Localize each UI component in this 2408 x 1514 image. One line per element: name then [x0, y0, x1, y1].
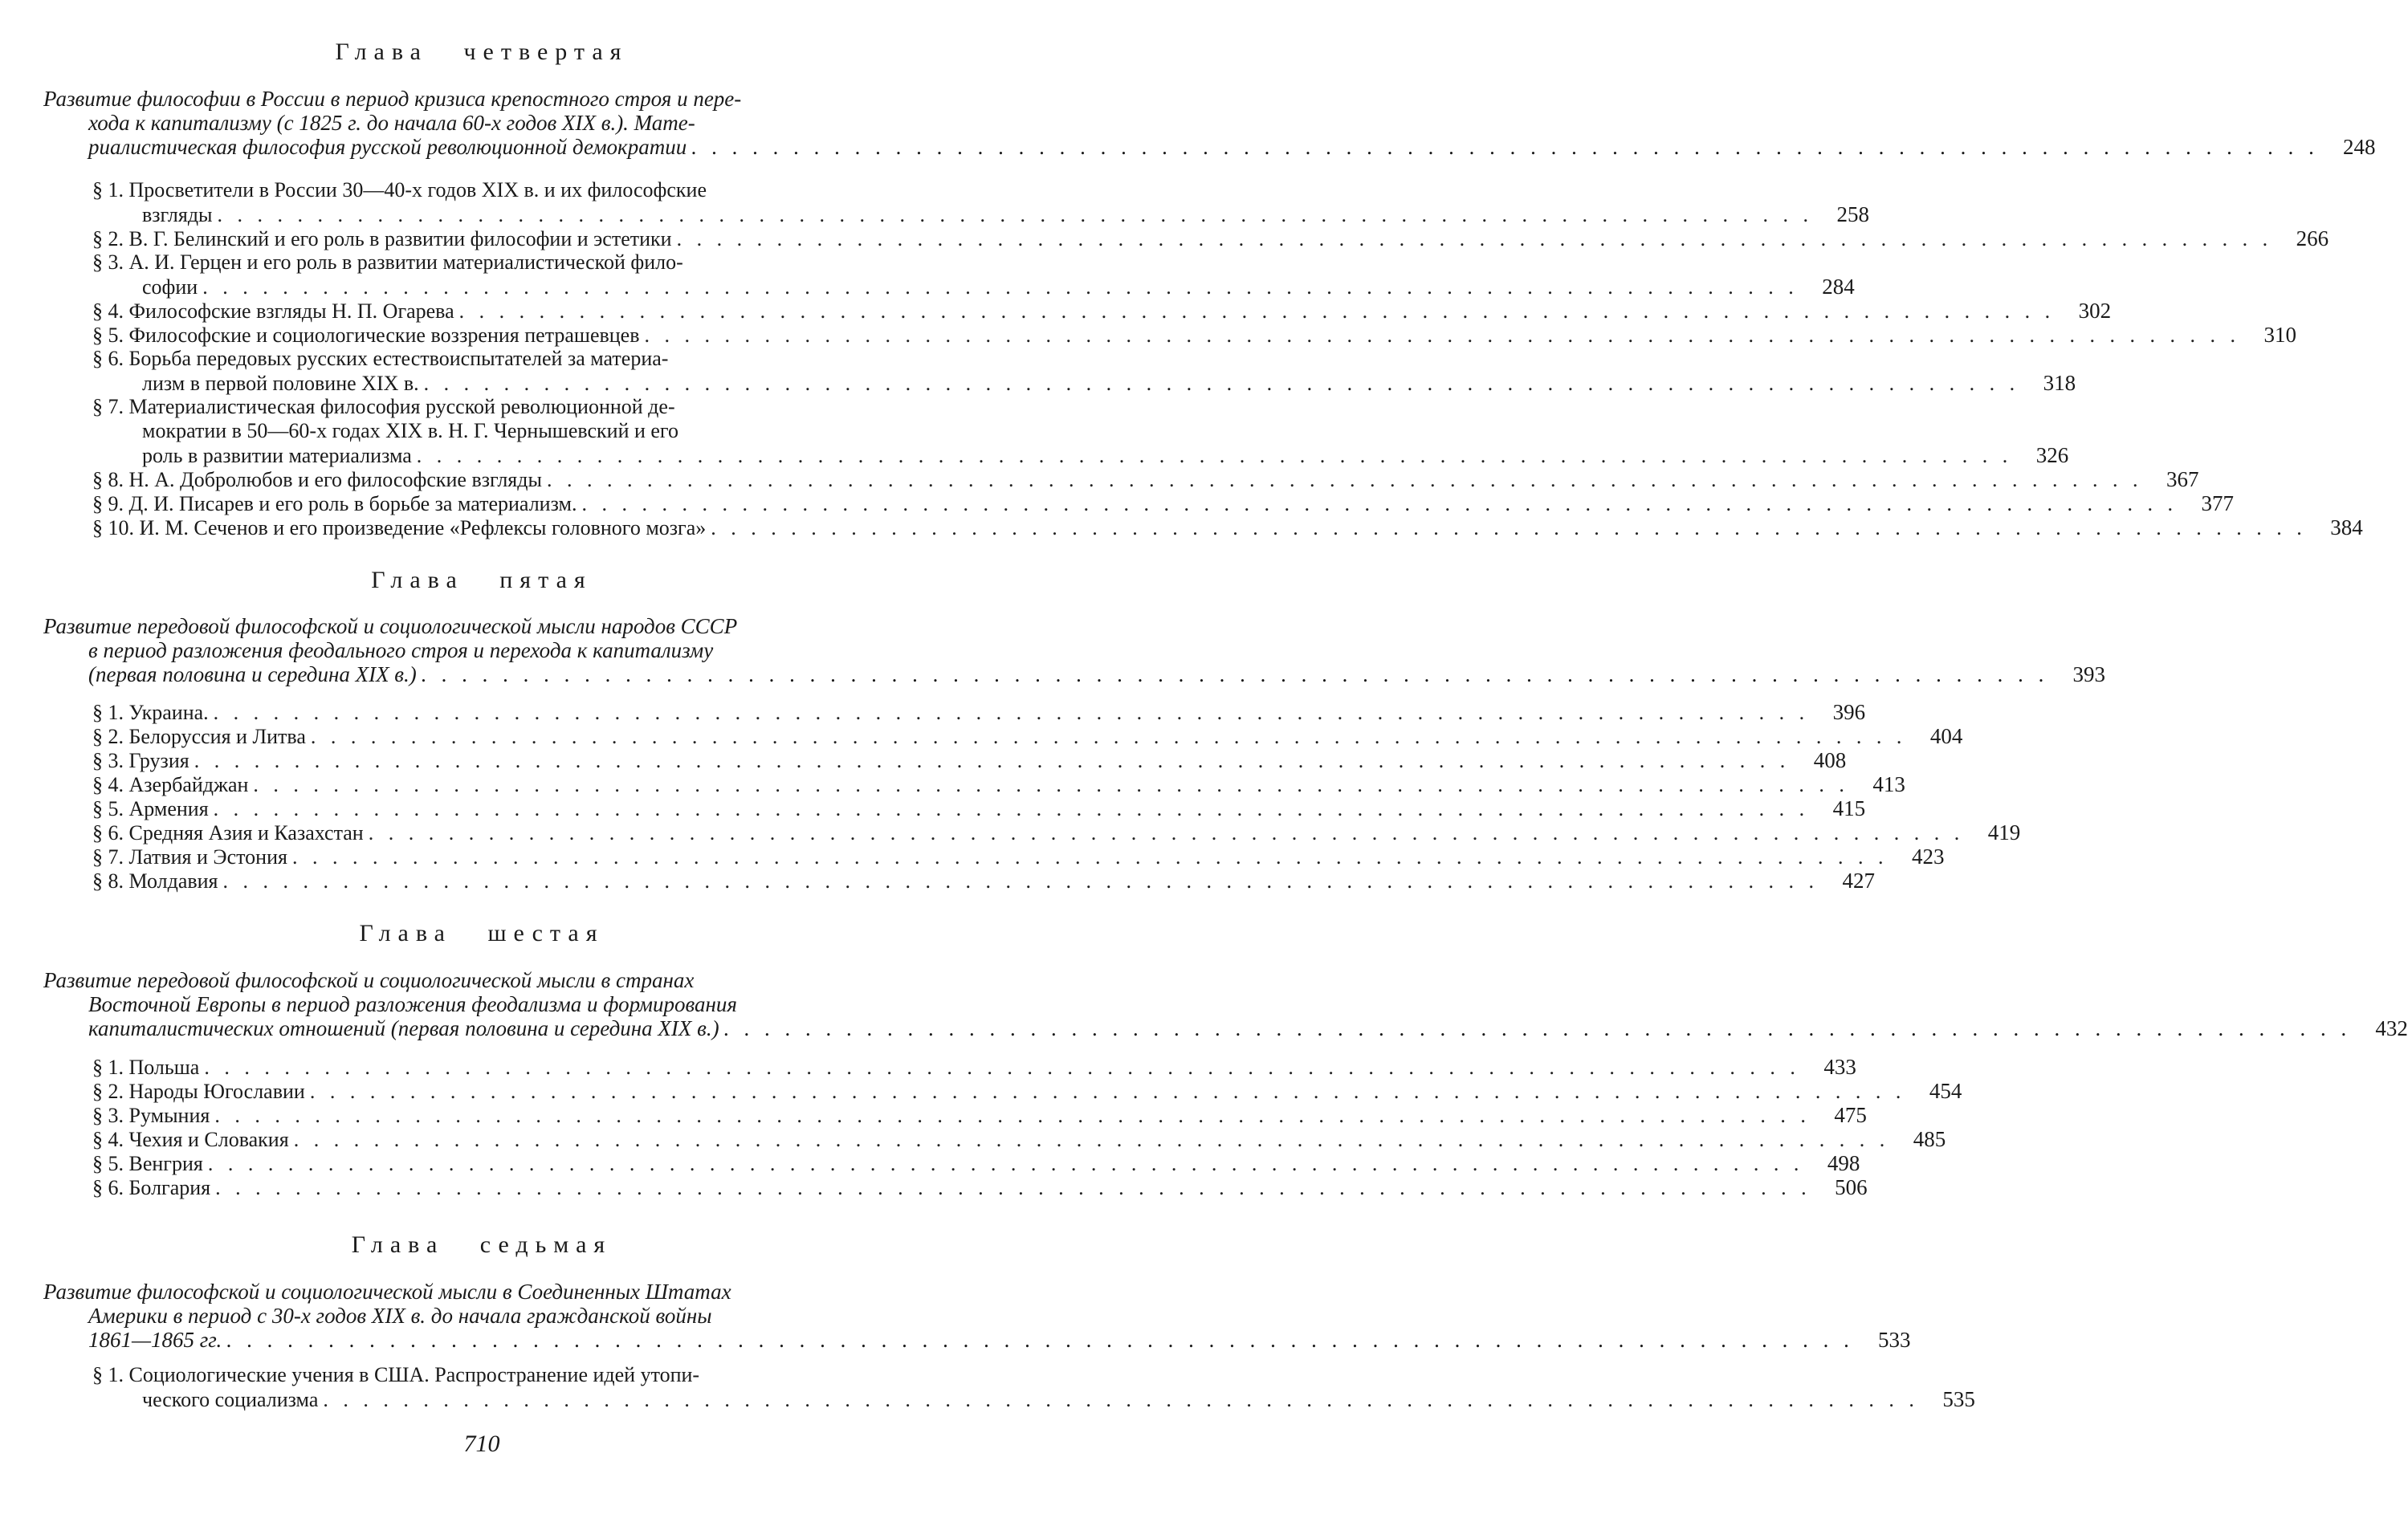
toc-page [32, 0, 2408, 1514]
intro-line: Развитие передовой философской и социологической мысли в странах [43, 968, 695, 992]
toc-entry [92, 1151, 1860, 1175]
page-number: 419 [1987, 820, 2021, 845]
leader-dots: . . . . . . . . . . . . . . . . . . . . . . . . . . . . . . . . . . . . . . . . . . . . . . . . . . . . . . . . . . . . . . . . . . . . . . . . . . . . . . . . [253, 773, 1849, 796]
entry-line: § 8. Молдавия [92, 869, 218, 893]
chapter-intro [43, 87, 2376, 159]
entry-line: § 3. Грузия [92, 749, 189, 772]
page-number: 396 [1832, 700, 1866, 724]
intro-line: Развитие передовой философской и социологической мысли народов СССР [43, 614, 738, 638]
entry-line: § 4. Чехия и Словакия [92, 1128, 289, 1151]
toc-entry [92, 226, 2329, 250]
toc-entry [92, 467, 2199, 491]
page-number: 266 [2296, 226, 2329, 250]
intro-line: капиталистических отношений (первая половина и середина XIX в.) [88, 1016, 719, 1040]
leader-dots: . . . . . . . . . . . . . . . . . . . . . . . . . . . . . . . . . . . . . . . . . . . . . . . . . . . . . . . . . . . . . . . . . . . . . . . . . . . . . . . . [214, 1104, 1811, 1127]
intro-last-line [43, 662, 2106, 686]
entry-line: § 10. И. М. Сеченов и его произведение «Рефлексы головного мозга» [92, 516, 707, 539]
toc-entry [92, 1055, 1856, 1079]
page-number: 533 [1877, 1328, 1911, 1352]
toc-entry [92, 1363, 1975, 1411]
leader-dots: . . . . . . . . . . . . . . . . . . . . . . . . . . . . . . . . . . . . . . . . . . . . . . . . . . . . . . . . . . . . . . . . . . . . . . . . . . . . . . . . [226, 1328, 1855, 1352]
entry-line: § 1. Украина. [92, 701, 209, 724]
leader-dots: . . . . . . . . . . . . . . . . . . . . . . . . . . . . . . . . . . . . . . . . . . . . . . . . . . . . . . . . . . . . . . . . . . . . . . . . . . . . . . . . [213, 701, 1810, 724]
leader-dots: . . . . . . . . . . . . . . . . . . . . . . . . . . . . . . . . . . . . . . . . . . . . . . . . . . . . . . . . . . . . . . . . . . . . . . . . . . . . . . . . [644, 324, 2240, 347]
toc-entry [92, 724, 1963, 748]
page-number: 367 [2166, 467, 2199, 491]
leader-dots: . . . . . . . . . . . . . . . . . . . . . . . . . . . . . . . . . . . . . . . . . . . . . . . . . . . . . . . . . . . . . . . . . . . . . . . . . . . . . . . . [676, 227, 2273, 250]
entry-line: § 7. Латвия и Эстония [92, 845, 287, 869]
chapter-heading: Глава пятая [371, 567, 593, 593]
leader-dots: . . . . . . . . . . . . . . . . . . . . . . . . . . . . . . . . . . . . . . . . . . . . . . . . . . . . . . . . . . . . . . . . . . . . . . . . . . . . . . . . [207, 1152, 1804, 1175]
chapter-heading: Глава четвертая [335, 39, 629, 65]
leader-dots: . . . . . . . . . . . . . . . . . . . . . . . . . . . . . . . . . . . . . . . . . . . . . . . . . . . . . . . . . . . . . . . . . . . . . . . . . . . . . . . . [213, 797, 1810, 820]
chapter-intro [43, 1280, 1911, 1352]
entry-list [92, 178, 2363, 539]
leader-dots: . . . . . . . . . . . . . . . . . . . . . . . . . . . . . . . . . . . . . . . . . . . . . . . . . . . . . . . . . . . . . . . . . . . . . . . . . . . . . . . . [217, 203, 1814, 226]
leader-dots: . . . . . . . . . . . . . . . . . . . . . . . . . . . . . . . . . . . . . . . . . . . . . . . . . . . . . . . . . . . . . . . . . . . . . . . . . . . . . . . . [204, 1056, 1800, 1079]
intro-line: Развитие философии в России в период кризиса крепостного строя и пере- [43, 87, 742, 111]
page-number: 433 [1823, 1055, 1856, 1079]
entry-line: § 2. В. Г. Белинский и его роль в развитии философии и эстетики [92, 227, 672, 250]
chapter-intro [43, 968, 2408, 1040]
entry-line: § 5. Армения [92, 797, 209, 820]
page-number: 326 [2035, 443, 2069, 467]
page-number: 318 [2043, 371, 2076, 395]
page-number: 258 [1836, 202, 1870, 226]
leader-dots: . . . . . . . . . . . . . . . . . . . . . . . . . . . . . . . . . . . . . . . . . . . . . . . . . . . . . . . . . . . . . . . . . . . . . . . . . . . . . . . . [691, 135, 2320, 159]
toc-entry [92, 772, 1905, 796]
page-number: 377 [2201, 491, 2234, 515]
page-number: 404 [1929, 724, 1963, 748]
toc-entry [92, 395, 2069, 467]
entry-line: § 1. Польша [92, 1056, 200, 1079]
entry-line: § 1. Просветители в России 30—40-х годов XIX в. и их философские [92, 178, 707, 201]
entry-line: § 6. Средняя Азия и Казахстан [92, 821, 364, 845]
entry-line: § 7. Материалистическая философия русской революционной де- [92, 395, 675, 418]
intro-line: в период разложения феодального строя и перехода к капитализму [88, 638, 714, 662]
intro-last-line [43, 1016, 2408, 1040]
leader-dots: . . . . . . . . . . . . . . . . . . . . . . . . . . . . . . . . . . . . . . . . . . . . . . . . . . . . . . . . . . . . . . . . . . . . . . . . . . . . . . . . [291, 845, 1889, 869]
toc-entry [92, 178, 1870, 226]
page-number: 393 [2072, 662, 2106, 686]
intro-line: 1861—1865 гг. [88, 1328, 222, 1352]
intro-line: хода к капитализму (с 1825 г. до начала 60-х годов XIX в.). Мате- [88, 111, 695, 135]
entry-line: § 8. Н. А. Добролюбов и его философские взгляды [92, 468, 542, 491]
leader-dots: . . . . . . . . . . . . . . . . . . . . . . . . . . . . . . . . . . . . . . . . . . . . . . . . . . . . . . . . . . . . . . . . . . . . . . . . . . . . . . . . [458, 299, 2056, 323]
page-number: 284 [1822, 275, 1855, 299]
entry-line: мократии в 50—60-х годах XIX в. Н. Г. Чернышевский и его [142, 419, 678, 442]
toc-entry [92, 1175, 1868, 1199]
chapter-intro [43, 614, 2106, 686]
leader-dots: . . . . . . . . . . . . . . . . . . . . . . . . . . . . . . . . . . . . . . . . . . . . . . . . . . . . . . . . . . . . . . . . . . . . . . . . . . . . . . . . [581, 492, 2178, 515]
entry-list [92, 1363, 1975, 1411]
toc-entry [92, 700, 1866, 724]
intro-line: риалистическая философия русской революционной демократии [88, 135, 687, 159]
toc-entry [92, 347, 2076, 395]
page-number: 302 [2078, 299, 2112, 323]
toc-entry [92, 250, 1855, 299]
toc-entry [92, 1103, 1867, 1127]
toc-entry [92, 515, 2363, 539]
page-number: 248 [2342, 135, 2376, 159]
page-number: 475 [1834, 1103, 1867, 1127]
entry-line: § 3. Румыния [92, 1104, 210, 1127]
leader-dots: . . . . . . . . . . . . . . . . . . . . . . . . . . . . . . . . . . . . . . . . . . . . . . . . . . . . . . . . . . . . . . . . . . . . . . . . . . . . . . . . [194, 749, 1791, 772]
page-number: 535 [1942, 1387, 1975, 1411]
entry-line: § 4. Философские взгляды Н. П. Огарева [92, 299, 454, 323]
entry-line: § 4. Азербайджан [92, 773, 249, 796]
entry-list [92, 1055, 1962, 1199]
page-footer-number: 710 [463, 1431, 500, 1457]
toc-entry [92, 869, 1876, 893]
page-number: 485 [1913, 1127, 1946, 1151]
page-number: 498 [1827, 1151, 1860, 1175]
page-number: 408 [1813, 748, 1847, 772]
page-number: 310 [2263, 323, 2296, 347]
page-number: 454 [1929, 1079, 1962, 1103]
leader-dots: . . . . . . . . . . . . . . . . . . . . . . . . . . . . . . . . . . . . . . . . . . . . . . . . . . . . . . . . . . . . . . . . . . . . . . . . . . . . . . . . [546, 468, 2143, 491]
entry-line: § 6. Борьба передовых русских естествоиспытателей за материа- [92, 347, 669, 370]
leader-dots: . . . . . . . . . . . . . . . . . . . . . . . . . . . . . . . . . . . . . . . . . . . . . . . . . . . . . . . . . . . . . . . . . . . . . . . . . . . . . . . . [215, 1176, 1811, 1199]
leader-dots: . . . . . . . . . . . . . . . . . . . . . . . . . . . . . . . . . . . . . . . . . . . . . . . . . . . . . . . . . . . . . . . . . . . . . . . . . . . . . . . . [310, 725, 1907, 748]
toc-entry [92, 1127, 1946, 1151]
leader-dots: . . . . . . . . . . . . . . . . . . . . . . . . . . . . . . . . . . . . . . . . . . . . . . . . . . . . . . . . . . . . . . . . . . . . . . . . . . . . . . . . [222, 869, 1819, 893]
toc-entry [92, 796, 1866, 820]
page-number: 427 [1842, 869, 1876, 893]
leader-dots: . . . . . . . . . . . . . . . . . . . . . . . . . . . . . . . . . . . . . . . . . . . . . . . . . . . . . . . . . . . . . . . . . . . . . . . . . . . . . . . . [202, 275, 1799, 299]
page-number: 506 [1835, 1175, 1868, 1199]
leader-dots: . . . . . . . . . . . . . . . . . . . . . . . . . . . . . . . . . . . . . . . . . . . . . . . . . . . . . . . . . . . . . . . . . . . . . . . . . . . . . . . . [416, 444, 2013, 467]
intro-line: Америки в период с 30-х годов XIX в. до начала гражданской войны [88, 1304, 712, 1328]
toc-entry [92, 820, 2021, 845]
entry-line: роль в развитии материализма [142, 444, 412, 467]
entry-line: ческого социализма [142, 1388, 319, 1411]
entry-line: § 9. Д. И. Писарев и его роль в борьбе за материализм. [92, 492, 577, 515]
intro-line: Развитие философской и социологической мысли в Соединенных Штатах [43, 1280, 731, 1304]
entry-line: § 2. Народы Югославии [92, 1080, 305, 1103]
page-number: 413 [1872, 772, 1905, 796]
page-number: 415 [1832, 796, 1866, 820]
intro-last-line [43, 1328, 1911, 1352]
intro-line: Восточной Европы в период разложения феодализма и формирования [88, 992, 737, 1016]
toc-entry [92, 845, 1945, 869]
page-number: 384 [2330, 515, 2363, 539]
toc-entry [92, 1079, 1962, 1103]
toc-entry [92, 748, 1847, 772]
leader-dots: . . . . . . . . . . . . . . . . . . . . . . . . . . . . . . . . . . . . . . . . . . . . . . . . . . . . . . . . . . . . . . . . . . . . . . . . . . . . . . . . [421, 662, 2050, 686]
toc-entry [92, 323, 2296, 347]
entry-line: софии [142, 275, 198, 299]
chapter-heading: Глава шестая [359, 920, 605, 946]
leader-dots: . . . . . . . . . . . . . . . . . . . . . . . . . . . . . . . . . . . . . . . . . . . . . . . . . . . . . . . . . . . . . . . . . . . . . . . . . . . . . . . . [423, 372, 2020, 395]
page-number: 432 [2375, 1016, 2408, 1040]
leader-dots: . . . . . . . . . . . . . . . . . . . . . . . . . . . . . . . . . . . . . . . . . . . . . . . . . . . . . . . . . . . . . . . . . . . . . . . . . . . . . . . . [293, 1128, 1890, 1151]
chapter-heading: Глава седьмая [351, 1231, 613, 1258]
intro-last-line [43, 135, 2376, 159]
leader-dots: . . . . . . . . . . . . . . . . . . . . . . . . . . . . . . . . . . . . . . . . . . . . . . . . . . . . . . . . . . . . . . . . . . . . . . . . . . . . . . . . [309, 1080, 1906, 1103]
leader-dots: . . . . . . . . . . . . . . . . . . . . . . . . . . . . . . . . . . . . . . . . . . . . . . . . . . . . . . . . . . . . . . . . . . . . . . . . . . . . . . . . [723, 1016, 2352, 1040]
entry-line: лизм в первой половине XIX в. [142, 372, 419, 395]
entry-list [92, 700, 2021, 893]
entry-line: § 6. Болгария [92, 1176, 211, 1199]
toc-entry [92, 299, 2112, 323]
entry-line: § 2. Белоруссия и Литва [92, 725, 306, 748]
leader-dots: . . . . . . . . . . . . . . . . . . . . . . . . . . . . . . . . . . . . . . . . . . . . . . . . . . . . . . . . . . . . . . . . . . . . . . . . . . . . . . . . [711, 516, 2307, 539]
page-number: 423 [1911, 845, 1945, 869]
intro-line: (первая половина и середина XIX в.) [88, 662, 417, 686]
leader-dots: . . . . . . . . . . . . . . . . . . . . . . . . . . . . . . . . . . . . . . . . . . . . . . . . . . . . . . . . . . . . . . . . . . . . . . . . . . . . . . . . [323, 1388, 1919, 1411]
entry-line: § 3. А. И. Герцен и его роль в развитии материалистической фило- [92, 250, 683, 274]
toc-entry [92, 491, 2234, 515]
entry-line: взгляды [142, 203, 213, 226]
entry-line: § 1. Социологические учения в США. Распространение идей утопи- [92, 1363, 700, 1386]
leader-dots: . . . . . . . . . . . . . . . . . . . . . . . . . . . . . . . . . . . . . . . . . . . . . . . . . . . . . . . . . . . . . . . . . . . . . . . . . . . . . . . . [368, 821, 1965, 845]
entry-line: § 5. Венгрия [92, 1152, 203, 1175]
entry-line: § 5. Философские и социологические воззрения петрашевцев [92, 324, 640, 347]
